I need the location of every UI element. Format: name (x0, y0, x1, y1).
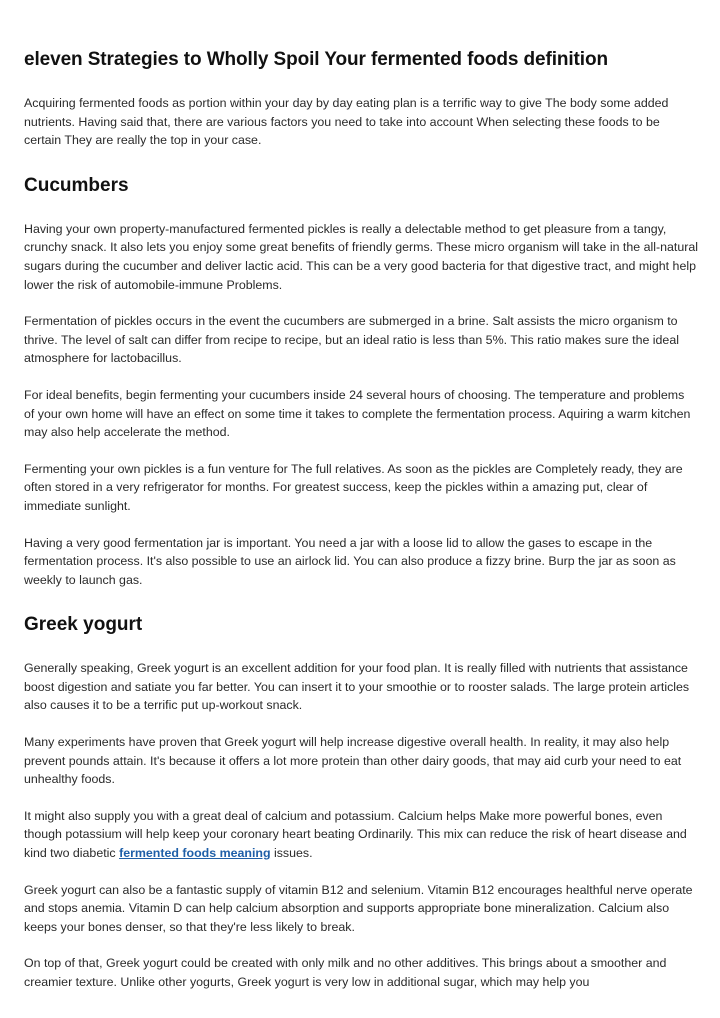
fermented-foods-meaning-link[interactable]: fermented foods meaning (119, 846, 271, 861)
paragraph: Greek yogurt can also be a fantastic supply of vitamin B12 and selenium. Vitamin B12 encourages healthful nerve operate and stops anemia. Vitamin D can help calcium absorption and supports appropriate bone mineralization. Calcium also keeps your bones denser, so that they're less likely to break. (24, 882, 693, 934)
page-title: eleven Strategies to Wholly Spoil Your fermented foods definition (24, 49, 608, 70)
paragraph: Fermenting your own pickles is a fun venture for The full relatives. As soon as the pickles are Completely ready, they are often stored in a very refrigerator for months. For greatest success, keep the pickles within a amazing put, clear of immediate sunlight. (24, 461, 683, 513)
section-heading-greek-yogurt: Greek yogurt (24, 614, 143, 636)
paragraph: Many experiments have proven that Greek yogurt will help increase digestive overall health. In reality, it may also help prevent pounds attain. It's because it offers a lot more protein than other dairy goods, that may aid curb your need to eat unhealthy foods. (24, 735, 682, 787)
paragraph: For ideal benefits, begin fermenting your cucumbers inside 24 several hours of choosing. The temperature and problems of your own home will have an effect on some time it takes to complete the fermentation process. Aquiring a warm kitchen may also help accelerate the method. (24, 387, 691, 440)
intro-paragraph: Acquiring fermented foods as portion within your day by day eating plan is a terrific way to give The body some added nutrients. Having said that, there are various factors you need to take into account When selecting these foods to be certain They are really the top in your case. (24, 96, 669, 148)
link-paragraph-after: issues. (270, 846, 313, 861)
paragraph: Generally speaking, Greek yogurt is an excellent addition for your food plan. It is really filled with nutrients that assistance boost digestion and satiate you far better. You can insert it to your smoothie or to rooster salads. The large protein articles also causes it to be a terrific put up-workout snack. (24, 661, 690, 713)
paragraph: Fermentation of pickles occurs in the event the cucumbers are submerged in a brine. Salt assists the micro organism to thrive. The level of salt can differ from recipe to recipe, but an ideal ratio is less than 5%. This ratio makes sure the ideal atmosphere for lactobacillus. (24, 314, 679, 366)
paragraph-with-link (24, 807, 698, 863)
link-paragraph-before: It might also supply you with a great deal of calcium and potassium. Calcium helps Make more powerful bones, even though potassium will help keep your coronary heart beating Ordinarily. This mix can reduce the risk of heart disease and kind two diabetic (24, 808, 687, 861)
paragraph: Having a very good fermentation jar is important. You need a jar with a loose lid to allow the gases to escape in the fermentation process. It's also possible to use an airlock lid. You can also produce a fizzy brine. Burp the jar as soon as weekly to launch gas. (24, 535, 676, 587)
paragraph: Having your own property-manufactured fermented pickles is really a delectable method to get pleasure from a tangy, crunchy snack. It also lets you enjoy some great benefits of friendly germs. These micro organism will take in the all-natural sugars during the cucumber and deliver lactic acid. This can be a very good bacteria for that digestive tract, and might help lower the risk of automobile-immune Problems. (24, 221, 698, 292)
section-heading-cucumbers: Cucumbers (24, 174, 129, 196)
paragraph: On top of that, Greek yogurt could be created with only milk and no other additives. This brings about a smoother and creamier texture. Unlike other yogurts, Greek yogurt is very low in additional sugar, which may help you (24, 956, 667, 989)
